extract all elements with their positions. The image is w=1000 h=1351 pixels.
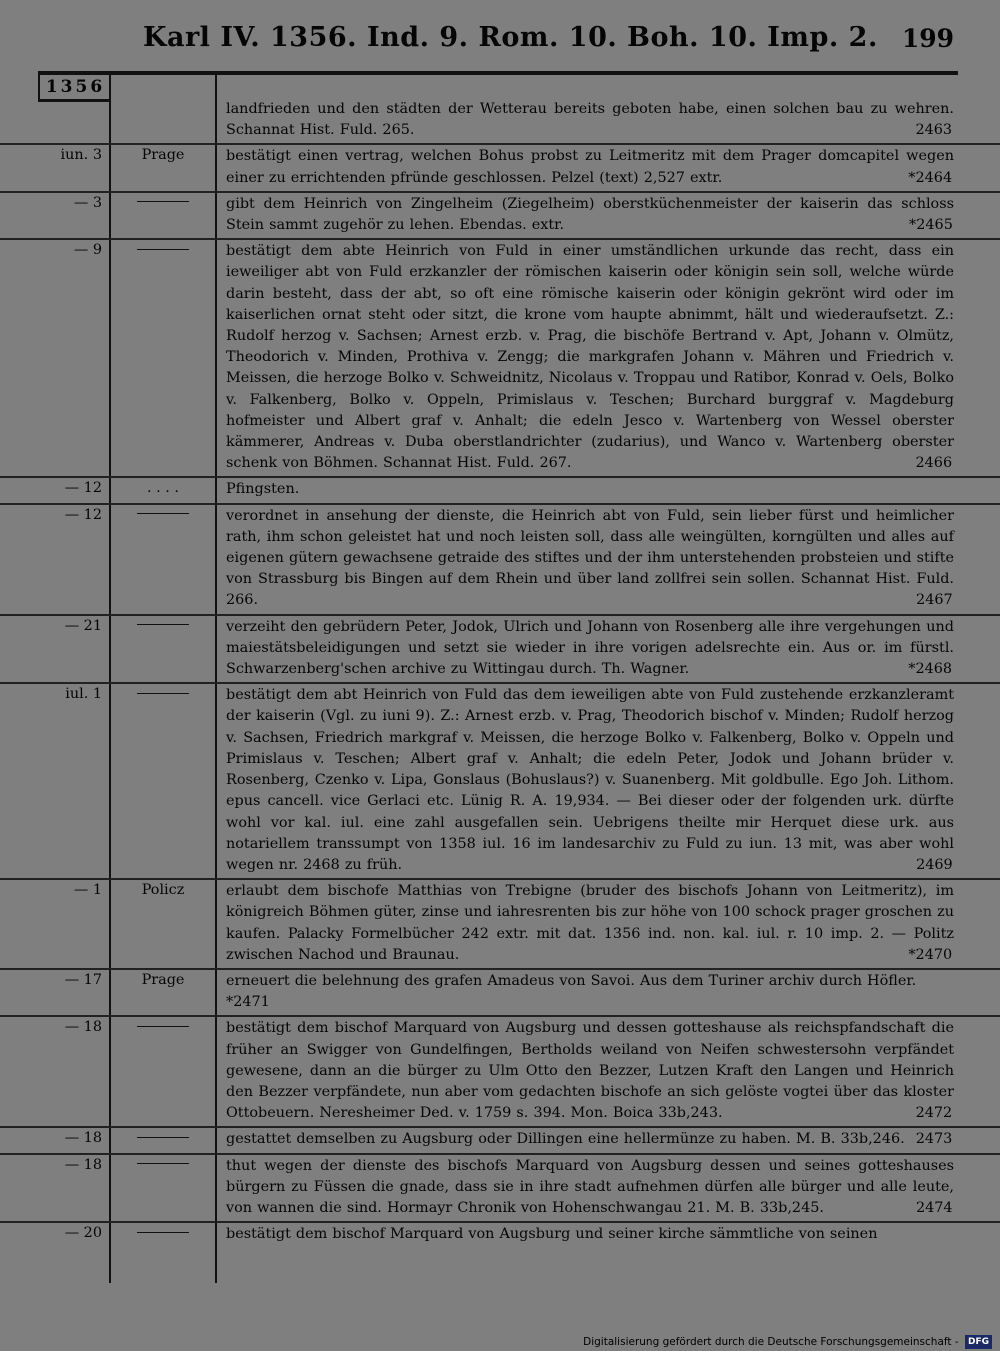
ditto-mark <box>137 1163 189 1164</box>
entry-number: 2466 <box>915 455 953 472</box>
entry-place <box>113 616 213 637</box>
entry-place <box>113 193 213 214</box>
ditto-mark <box>137 1137 189 1138</box>
entry-text <box>226 240 954 476</box>
entry-place: . . . . <box>146 480 180 497</box>
table-row <box>0 98 1000 145</box>
entry-text <box>226 970 954 1015</box>
entry-text <box>226 1128 954 1152</box>
page-header <box>0 22 1000 62</box>
entry-number: 2463 <box>915 122 953 139</box>
entry-number: 2474 <box>915 1199 953 1216</box>
entry-place <box>113 1155 213 1176</box>
entry-number: 2472 <box>915 1105 953 1122</box>
ditto-mark <box>137 1232 189 1233</box>
ditto-mark <box>137 693 189 694</box>
entry-body: verzeiht den gebrüdern Peter, Jodok, Ulrich und Johann von Rosenberg alle ihre vergehungen und maiestätsbeleidigungen und setzt sie wieder in ihre vorigen adelsrechte ein. Aus or. im fürstl. Schwarzenberg'schen archive zu Wittingau durch. Th. Wagner. <box>226 618 954 678</box>
entry-date: — 1 <box>73 882 102 899</box>
entry-date: iun. 3 <box>60 147 102 164</box>
entry-text <box>226 145 954 190</box>
ditto-mark <box>137 201 189 202</box>
entry-date: — 20 <box>64 1225 102 1242</box>
entry-date: — 18 <box>64 1130 102 1147</box>
entry-body: gibt dem Heinrich von Zingelheim (Ziegelheim) oberstküchenmeister der kaiserin das schloss Stein sammt zugehör zu lehen. Ebendas. extr. <box>226 195 954 234</box>
entry-text <box>226 193 954 238</box>
entry-text <box>226 98 954 143</box>
entry-number: *2468 <box>908 661 953 678</box>
table-row <box>0 1223 1000 1247</box>
entry-body: Pfingsten. <box>226 481 300 498</box>
entry-text <box>226 616 954 683</box>
entry-place: Policz <box>141 882 185 899</box>
table-row <box>0 478 1000 504</box>
table-row <box>0 616 1000 685</box>
entry-body: erneuert die belehnung des grafen Amadeus von Savoi. Aus dem Turiner archiv durch Höfler. <box>226 972 917 989</box>
entry-body: bestätigt dem bischof Marquard von Augsburg und dessen gotteshause als reichspfandschaft die früher an Swigger von Gundelfingen, Bertholds weiland von Neifen schwestersohn verpfändet gewesene, dann an die bürger zu Ulm Otto den Bezzer, Lutzen Kraft den Langen und Heinrich den Bezzer verpfändete, nun aber vom gedachten bischofe an sich gelöste vogtei über das kloster Ottobeuern. Neresheimer Ded. v. 1759 s. 394. Mon. Boica 33b,243. <box>226 1020 954 1122</box>
table-row <box>0 145 1000 192</box>
entry-place: Prage <box>141 971 185 988</box>
entry-body: thut wegen der dienste des bischofs Marquard von Augsburg dessen und seines gotteshauses bürgern zu Füssen die gnade, dass sie in ihre stadt aufnehmen dürfen alle bürger und alle leute, von wannen die sind. Hormayr Chronik von Hohenschwangau 21. M. B. 33b,245. <box>226 1157 954 1216</box>
table-row <box>0 970 1000 1017</box>
entry-date: — 12 <box>64 506 102 523</box>
entry-text <box>226 478 954 502</box>
regesta-table <box>0 98 1000 1247</box>
credit-text: Digitalisierung gefördert durch die Deutsche Forschungsgemeinschaft - <box>583 1336 959 1348</box>
entry-place <box>113 1128 213 1149</box>
entry-body: gestattet demselben zu Augsburg oder Dillingen eine hellermünze zu haben. M. B. 33b,246. <box>226 1131 905 1148</box>
entry-body: bestätigt einen vertrag, welchen Bohus probst zu Leitmeritz mit dem Prager domcapitel wegen einer zu errichtenden pfründe geschlossen. Pelzel (text) 2,527 extr. <box>226 148 954 186</box>
running-title: Karl IV. 1356. Ind. 9. Rom. 10. Boh. 10. Imp. 2. <box>143 22 878 53</box>
entry-place <box>113 240 213 261</box>
entry-body: bestätigt dem abt Heinrich von Fuld das dem ieweiligen abte von Fuld zustehende erzkanzleramt der kaiserin (Vgl. zu iuni 9). Z.: Arnest erzb. v. Prag, Theodorich bischof v. Minden; Rudolf herzog v. Sachsen, Friedrich markgraf v. Meissen, die herzoge Bolko v. Falkenberg, Bolko v. Oppeln und Primislaus v. Teschen; Albert graf v. Anhalt; die edeln Peter, Jodok und Johann brüder v. Rosenberg, Czenko v. Lipa, Gonslaus (Bohuslaus?) v. Suanenberg. Mit goldbulle. Ego Joh. Lithom. epus cancell. vice Gerlaci etc. Lünig R. A. 19,934. — Bei dieser oder der folgenden urk. dürfte wohl vor kal. iul. eine zahl ausgefallen sein. Uebrigens theilte mir Herquet diese urk. aus notariellem transsumpt von 1358 iul. 16 im landesarchiv zu Fuld zu iun. 13 mit, was aber wohl wegen nr. 2468 zu früh. <box>226 687 954 873</box>
table-row <box>0 1128 1000 1154</box>
entry-text <box>226 505 954 614</box>
entry-body: erlaubt dem bischofe Matthias von Trebigne (bruder des bischofs Johann von Leitmeritz), im königreich Böhmen güter, zinse und iahresrenten bis zur höhe von 100 schock prager groschen zu kaufen. Palacky Formelbücher 242 extr. mit dat. 1356 ind. non. kal. iul. r. 10 imp. 2. — Politz zwischen Nachod und Braunau. <box>226 883 954 963</box>
entry-date: — 9 <box>73 242 102 259</box>
entry-text <box>226 1223 954 1247</box>
footer-credit[interactable] <box>583 1335 992 1349</box>
entry-place <box>113 1017 213 1038</box>
entry-text <box>226 1017 954 1126</box>
table-row <box>0 193 1000 240</box>
entry-place <box>113 684 213 705</box>
table-row <box>0 880 1000 970</box>
table-row <box>0 240 1000 478</box>
entry-number: 2473 <box>915 1131 953 1148</box>
entry-date: — 12 <box>64 480 102 497</box>
top-rule <box>38 71 958 75</box>
entry-body: bestätigt dem abte Heinrich von Fuld in einer umständlichen urkunde das recht, dass ein ieweiliger abt von Fuld erzkanzler der römischen kaiserin oder königin sein soll, welche würde darin besteht, dass der abt, so oft eine römische kaiserin oder königin gekrönt wird oder im kaiserlichen ornat steht oder sitzt, die krone vom haupte abnimmt, hält und wiederaufsetzt. Z.: Rudolf herzog v. Sachsen; Arnest erzb. v. Prag, die bischöfe Bertrand v. Apt, Johann v. Olmütz, Theodorich v. Minden, Prothiva v. Zengg; die markgrafen Johann v. Mähren und Friedrich v. Meissen, die herzoge Bolko v. Schweidnitz, Nicolaus v. Troppau und Ratibor, Konrad v. Oels, Bolko v. Falkenberg, Bolko v. Oppeln, Primislaus v. Teschen; Burchard burggraf v. Magdeburg hofmeister und Albert graf v. Anhalt; die edeln Jesco v. Wartenberg von Wessel oberster kämmerer, Andreas v. Duba oberstlandrichter (zudarius), und Wanco v. Wartenberg oberster schenk von Böhmen. Schannat Hist. Fuld. 267. <box>226 243 954 472</box>
ditto-mark <box>137 513 189 514</box>
entry-body: verordnet in ansehung der dienste, die Heinrich abt von Fuld, sein lieber fürst und heimlicher rath, ihm schon geleistet hat und noch leisten soll, dass alle weingülten, korngülten und alles auf eigenen gütern gewachsene getraide des stiftes und der ihm unterstehenden probsteien und stifte von Strassburg bis Bingen auf dem Rhein und über land zollfrei sein sollen. Schannat Hist. Fuld. 266. <box>226 507 954 609</box>
entry-body: bestätigt dem bischof Marquard von Augsburg und seiner kirche sämmtliche von seinen <box>226 1226 878 1243</box>
entry-body: landfrieden und den städten der Wetterau bereits geboten habe, einen solchen bau zu wehren. Schannat Hist. Fuld. 265. <box>226 101 954 139</box>
year-label: 1356 <box>38 75 111 102</box>
entry-date: — 18 <box>64 1156 102 1173</box>
table-row <box>0 505 1000 616</box>
entry-number: *2464 <box>908 169 953 186</box>
ditto-mark <box>137 624 189 625</box>
table-row <box>0 684 1000 880</box>
entry-text <box>226 684 954 878</box>
entry-number: *2470 <box>908 946 953 963</box>
entry-text <box>226 880 954 968</box>
entry-date: — 21 <box>64 617 102 634</box>
page-number: 199 <box>901 24 954 53</box>
entry-place: Prage <box>141 147 185 164</box>
entry-number: *2465 <box>909 217 953 234</box>
table-row <box>0 1155 1000 1224</box>
entry-place <box>113 1223 213 1244</box>
entry-date: — 17 <box>64 971 102 988</box>
entry-date: — 18 <box>64 1019 102 1036</box>
entry-date: — 3 <box>73 194 102 211</box>
entry-date: iul. 1 <box>65 686 102 703</box>
entry-place <box>113 505 213 526</box>
table-row <box>0 1017 1000 1128</box>
entry-number: *2471 <box>226 994 270 1011</box>
ditto-mark <box>137 1026 189 1027</box>
ditto-mark <box>137 249 189 250</box>
entry-number: 2469 <box>916 856 953 873</box>
entry-number: 2467 <box>916 592 953 609</box>
entry-text <box>226 1155 954 1222</box>
dfg-logo: DFG <box>965 1335 992 1349</box>
